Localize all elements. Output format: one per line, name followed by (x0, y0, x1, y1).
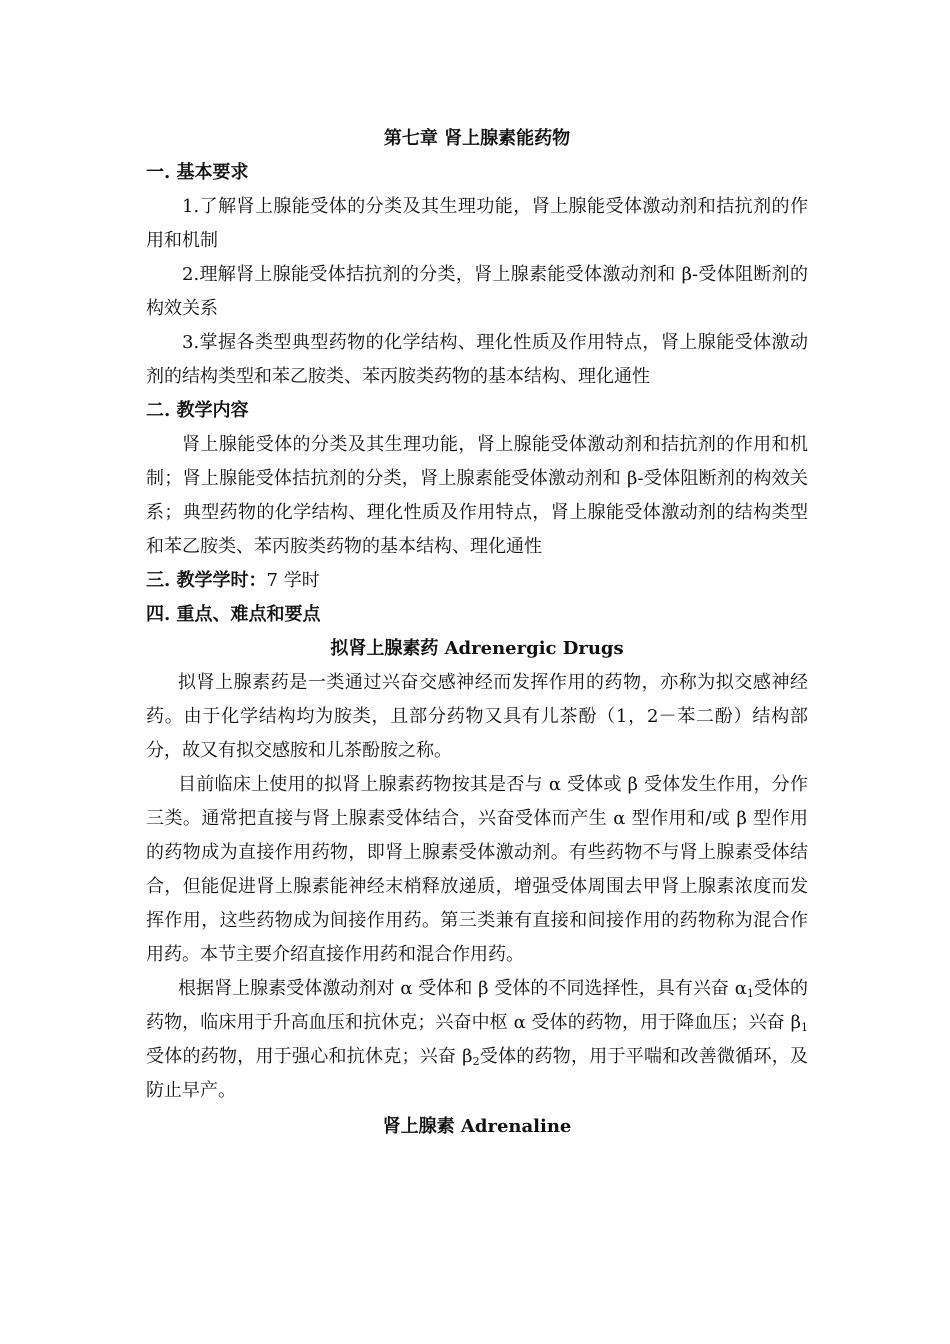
hours-value: 7 学时 (266, 570, 320, 591)
paragraph-definition: 拟肾上腺素药是一类通过兴奋交感神经而发挥作用的药物，亦称为拟交感神经药。由于化学结构均为胺类，且部分药物又具有儿茶酚（1，2－苯二酚）结构部分，故又有拟交感胺和儿茶酚胺之称。 (146, 672, 808, 761)
selectivity-text-c: 受体的药物，用于强心和抗休克；兴奋 β (146, 1046, 473, 1067)
selectivity-text-d: 受体的药物，用于平喘和改善微循环，及防止早产。 (146, 1046, 808, 1101)
subscript-beta2: 2 (472, 1055, 480, 1068)
section-heading-key-points: 四. 重点、难点和要点 (146, 604, 321, 625)
subscript-beta1: 1 (801, 1021, 808, 1034)
requirement-item-1: 1.了解肾上腺能受体的分类及其生理功能，肾上腺能受体激动剂和拮抗剂的作用和机制 (146, 196, 808, 251)
chapter-title: 第七章 肾上腺素能药物 (383, 128, 571, 149)
requirement-item-2: 2.理解肾上腺能受体拮抗剂的分类，肾上腺素能受体激动剂和 β-受体阻断剂的构效关系 (146, 264, 808, 319)
section-heading-content: 二. 教学内容 (146, 400, 249, 421)
selectivity-text-b: 受体的药物，临床用于升高血压和抗休克；兴奋中枢 α 受体的药物，用于降血压；兴奋 β (146, 978, 808, 1033)
paragraph-selectivity (146, 972, 808, 1108)
selectivity-text-a: 根据肾上腺素受体激动剂对 α 受体和 β 受体的不同选择性，具有兴奋 α (178, 978, 747, 999)
section-heading-requirements: 一. 基本要求 (146, 162, 249, 183)
subtitle-adrenaline: 肾上腺素 Adrenaline (382, 1116, 572, 1137)
subtitle-adrenergic-drugs: 拟肾上腺素药 Adrenergic Drugs (330, 638, 624, 659)
requirement-item-3: 3.掌握各类型典型药物的化学结构、理化性质及作用特点，肾上腺能受体激动剂的结构类型和苯乙胺类、苯丙胺类药物的基本结构、理化通性 (146, 332, 808, 387)
hours-label: 三. 教学学时： (146, 570, 267, 591)
subscript-alpha1: 1 (746, 987, 754, 1000)
section-heading-hours (146, 564, 808, 598)
paragraph-classification: 目前临床上使用的拟肾上腺素药物按其是否与 α 受体或 β 受体发生作用，分作三类。通常把直接与肾上腺素受体结合，兴奋受体而产生 α 型作用和/或 β 型作用的药物成为直接作用药物，即肾上腺素受体激动剂。有些药物不与肾上腺素受体结合，但能促进肾上腺素能神经末梢释放递质，增强受体周围去甲肾上腺素浓度而发挥作用，这些药物成为间接作用药。第三类兼有直接和间接作用的药物称为混合作用药。本节主要介绍直接作用药和混合作用药。 (146, 774, 808, 965)
teaching-content-paragraph: 肾上腺能受体的分类及其生理功能，肾上腺能受体激动剂和拮抗剂的作用和机制；肾上腺能受体拮抗剂的分类，肾上腺素能受体激动剂和 β-受体阻断剂的构效关系；典型药物的化学结构、理化性质及作用特点，肾上腺能受体激动剂的结构类型和苯乙胺类、苯丙胺类药物的基本结构、理化通性 (146, 434, 808, 557)
document-page (146, 122, 808, 1144)
